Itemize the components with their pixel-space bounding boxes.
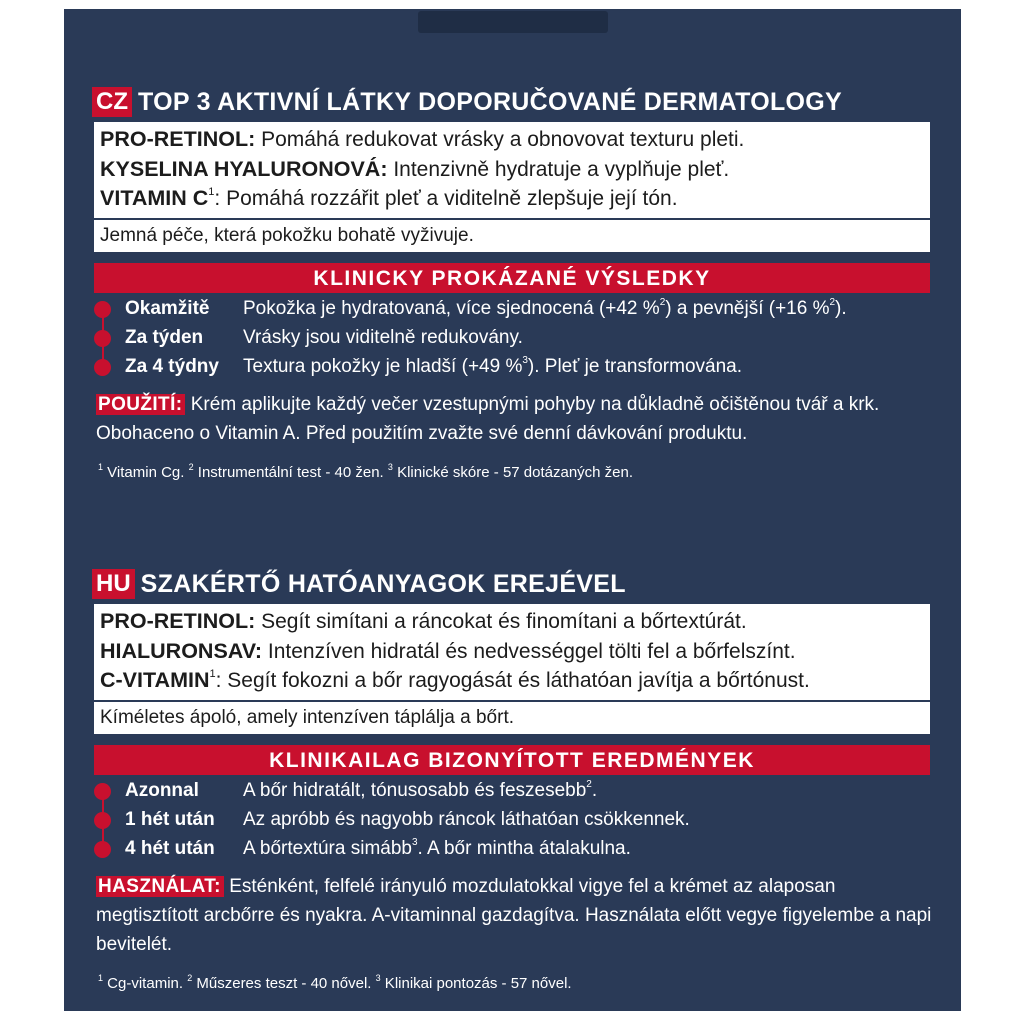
hu-footnotes: [92, 972, 932, 992]
cz-result-sup: 2: [829, 296, 836, 308]
hu-result-row: [92, 835, 932, 864]
cz-footnote-sup: 3: [387, 461, 393, 472]
cz-ingredient: [100, 184, 924, 214]
cz-footnote-sup: 2: [188, 461, 194, 472]
hu-result-label: 4 hét után: [125, 838, 215, 859]
hu-results-title: KLINIKAILAG BIZONYÍTOTT EREDMÉNYEK: [94, 745, 930, 775]
hu-result-text: [243, 780, 597, 802]
cz-result-text-part: Pokožka je hydratovaná, více sjednocená (+42 %: [243, 298, 660, 319]
hu-result-text-part: . A bőr mintha átalakulna.: [417, 838, 631, 859]
hu-results-list: [92, 777, 932, 864]
hu-footnote-sup: 2: [187, 972, 193, 983]
cz-result-text: [243, 356, 742, 378]
hu-ingredient-sup: 1: [209, 668, 216, 680]
cz-result-text-part: ) a pevnější (+16 %: [665, 298, 830, 319]
cz-usage-label: POUŽITÍ:: [96, 394, 185, 415]
hu-ingredient-desc: Segít simítani a ráncokat és finomítani a bőrtextúrát.: [255, 610, 747, 633]
cz-result-sup: 3: [522, 354, 528, 366]
hu-result-label: 1 hét után: [125, 809, 215, 830]
bullet-dot-icon: [94, 812, 111, 829]
hu-ingredient-desc: : Segít fokozni a bőr ragyogását és láthatóan javítja a bőrtónust.: [215, 669, 810, 692]
hu-result-text-part: .: [591, 780, 598, 801]
cz-results-list: [92, 295, 932, 382]
hu-ingredient-name: PRO-RETINOL:: [100, 609, 256, 633]
cz-ingredient: [100, 125, 924, 155]
hu-footnote-sup: 3: [375, 972, 381, 983]
cz-result-label: Za týden: [125, 327, 204, 348]
cz-result-text-part: ). Pleť je transformována.: [527, 356, 743, 377]
cz-ingredient-desc: Intenzivně hydratuje a vyplňuje pleť.: [387, 157, 730, 181]
hu-result-text: [243, 809, 690, 831]
cz-ingredient-name: VITAMIN C: [100, 186, 209, 210]
hu-ingredient: [100, 666, 924, 696]
cz-result-row: [92, 295, 932, 324]
hu-ingredient-name: C-VITAMIN: [100, 668, 210, 692]
hu-ingredient: [100, 607, 924, 637]
cz-ingredient-desc: Pomáhá redukovat vrásky a obnovovat texturu pleti.: [255, 128, 745, 151]
cz-ingredients-panel: [94, 122, 930, 252]
cz-ingredient-name: KYSELINA HYALURONOVÁ:: [100, 156, 388, 181]
hu-result-text-part: A bőrtextúra simább: [243, 838, 412, 859]
hu-ingredient-desc: Intenzíven hidratál és nedvességgel tölti fel a bőrfelszínt.: [262, 639, 796, 663]
hu-result-text: [243, 838, 631, 860]
cz-usage-text: Krém aplikujte každý večer vzestupnými pohyby na důkladně očištěnou tvář a krk. Obohaceno o Vitamin A. Před použitím zvažte své denní dávkování produktu.: [96, 393, 880, 444]
bullet-dot-icon: [94, 783, 111, 800]
hu-footnote-text: Műszeres teszt - 40 nővel.: [192, 974, 376, 992]
cz-result-text: [243, 298, 847, 320]
cz-footnote-sup: 1: [98, 461, 104, 472]
cz-footnote-text: Klinické skóre - 57 dotázaných žen.: [392, 463, 634, 481]
hu-footnote-text: Cg-vitamin.: [103, 974, 188, 992]
cz-header: [92, 84, 932, 120]
cz-language-badge: CZ: [92, 87, 132, 117]
hu-usage-text: Esténként, felfelé irányuló mozdulatokkal vigye fel a krémet az alaposan megtisztított arcbőrre és nyakra. A-vitaminnal gazdagítva. Használata előtt vegye figyelembe a napi bevitelét.: [96, 875, 932, 955]
hu-footnote-text: Klinikai pontozás - 57 nővel.: [380, 974, 572, 992]
cz-result-row: [92, 324, 932, 353]
hu-ingredient-name: HIALURONSAV:: [100, 638, 263, 663]
cz-result-text-part: Textura pokožky je hladší (+49 %: [243, 356, 523, 377]
cz-usage: [92, 390, 932, 448]
hu-result-row: [92, 777, 932, 806]
cz-ingredient-sup: 1: [208, 186, 215, 198]
hu-result-row: [92, 806, 932, 835]
cz-result-text-part: ).: [835, 298, 847, 319]
cz-ingredient-desc: : Pomáhá rozzářit pleť a viditelně zlepšuje její tón.: [214, 187, 678, 210]
cz-result-sup: 2: [659, 296, 666, 308]
hu-header: [92, 566, 932, 602]
cz-result-label: Za 4 týdny: [125, 356, 219, 377]
cz-ingredient: [100, 155, 924, 185]
bullet-dot-icon: [94, 841, 111, 858]
hu-tagline: Kíméletes ápoló, amely intenzíven táplálja a bőrt.: [100, 706, 515, 728]
cz-result-row: [92, 353, 932, 382]
hu-footnote-sup: 1: [98, 972, 104, 983]
cz-results-title: KLINICKY PROKÁZANÉ VÝSLEDKY: [94, 263, 930, 293]
hu-title: SZAKÉRTŐ HATÓANYAGOK EREJÉVEL: [140, 569, 626, 598]
hu-result-sup: 2: [586, 778, 592, 790]
hu-result-text-part: A bőr hidratált, tónusosabb és feszesebb: [243, 780, 587, 801]
hu-usage-label: HASZNÁLAT:: [96, 876, 224, 897]
cz-result-label: Okamžitě: [125, 298, 210, 319]
bullet-dot-icon: [94, 301, 111, 318]
bullet-dot-icon: [94, 330, 111, 347]
hu-ingredient: [100, 637, 924, 667]
cz-title: TOP 3 AKTIVNÍ LÁTKY DOPORUČOVANÉ DERMATOLOGY: [138, 87, 843, 116]
hu-result-label: Azonnal: [125, 780, 199, 801]
cz-footnote-text: Vitamin Cg.: [103, 463, 189, 481]
cz-ingredient-name: PRO-RETINOL:: [100, 127, 256, 151]
bullet-dot-icon: [94, 359, 111, 376]
cz-result-text-part: Vrásky jsou viditelně redukovány.: [243, 327, 523, 348]
cz-footnote-text: Instrumentální test - 40 žen.: [193, 463, 388, 481]
box-top-flap: [418, 11, 608, 33]
hu-result-text-part: Az apróbb és nagyobb ráncok láthatóan csökkennek.: [243, 809, 690, 830]
cz-tagline: Jemná péče, která pokožku bohatě vyživuje.: [100, 224, 474, 246]
cz-section: [92, 84, 932, 481]
hu-result-sup: 3: [411, 836, 418, 848]
hu-ingredients-panel: [94, 604, 930, 734]
hu-usage: [92, 872, 932, 959]
hu-language-badge: HU: [92, 569, 135, 599]
cz-footnotes: [92, 461, 932, 481]
cz-result-text: [243, 327, 523, 349]
hu-section: [92, 566, 932, 992]
